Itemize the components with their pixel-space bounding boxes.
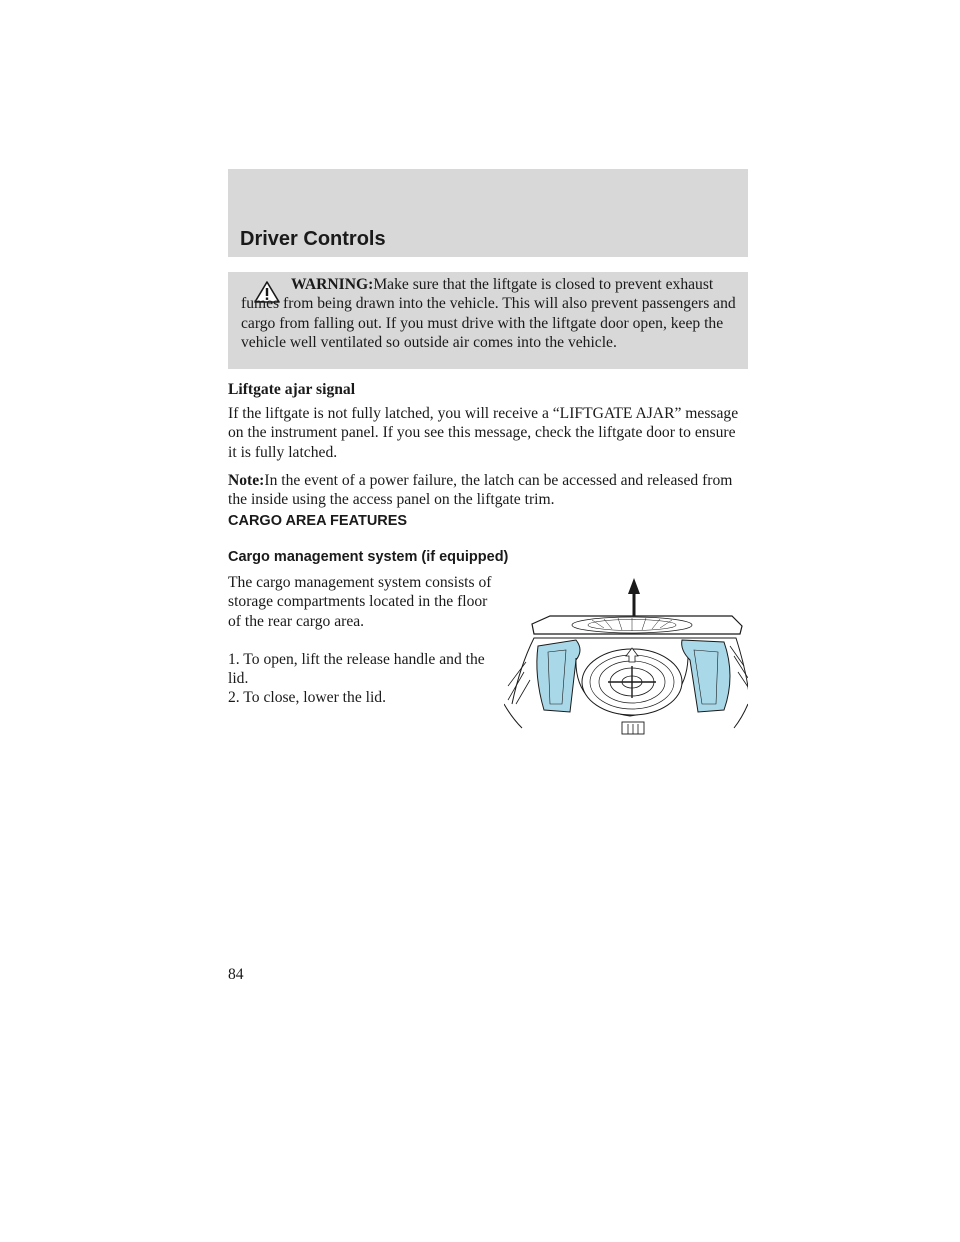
section-heading: CARGO AREA FEATURES xyxy=(228,513,408,529)
page-title: Driver Controls xyxy=(240,228,386,250)
cargo-step-2: 2. To close, lower the lid. xyxy=(228,689,386,706)
warning-label: WARNING: xyxy=(291,276,374,293)
liftgate-note xyxy=(228,471,748,510)
warning-body: Make sure that the liftgate is closed to prevent exhaust fumes from being drawn into the vehicle. This will also prevent passengers and cargo from falling out. If you must drive with the liftgate door open, keep the vehicle well ventilated so outside air comes into the vehicle. xyxy=(241,276,736,351)
sub-heading: Cargo management system (if equipped) xyxy=(228,549,509,565)
cargo-compartment-illustration xyxy=(504,576,748,738)
cargo-intro: The cargo management system consists of storage compartments located in the floor of the rear cargo area. xyxy=(228,574,492,630)
cargo-step-1: 1. To open, lift the release handle and the lid. xyxy=(228,651,485,688)
warning-text xyxy=(241,275,741,352)
liftgate-heading: Liftgate ajar signal xyxy=(228,381,356,398)
liftgate-body: If the liftgate is not fully latched, you will receive a “LIFTGATE AJAR” message on the instrument panel. If you see this message, check the liftgate door to ensure it is fully latched. xyxy=(228,405,739,461)
note-text: In the event of a power failure, the latch can be accessed and released from the inside using the access panel on the liftgate trim. xyxy=(228,472,733,509)
note-label: Note: xyxy=(228,472,265,489)
page-number: 84 xyxy=(228,966,244,983)
